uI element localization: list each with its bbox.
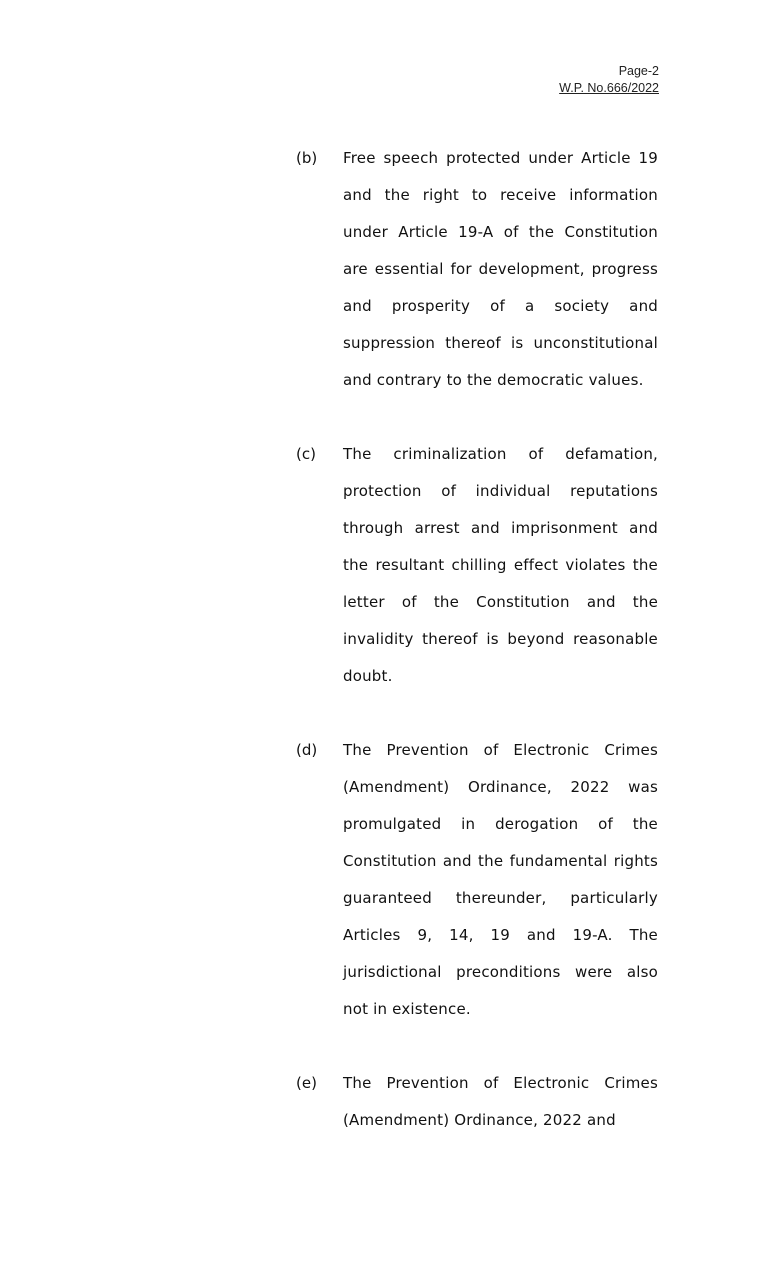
item-marker: (c) — [296, 445, 316, 463]
item-marker: (e) — [296, 1074, 317, 1092]
case-number: W.P. No.666/2022 — [559, 81, 659, 95]
list-item-d — [296, 732, 658, 1028]
paragraph-list — [296, 140, 658, 1176]
item-text: Free speech protected under Article 19 and the right to receive information under Article 19-A of the Constitution are essential for development, progress and prosperity of a society and suppression thereof is unconstitutional and contrary to the democratic values. — [343, 149, 658, 389]
item-text: The Prevention of Electronic Crimes (Amendment) Ordinance, 2022 was promulgated in derogation of the Constitution and the fundamental rights guaranteed thereunder, particularly Articles 9, 14, 19 and 19-A. The jurisdictional preconditions were also not in existence. — [343, 741, 658, 1018]
item-marker: (d) — [296, 741, 318, 759]
item-text: The Prevention of Electronic Crimes (Amendment) Ordinance, 2022 and — [343, 1074, 658, 1129]
list-item-c — [296, 436, 658, 695]
item-marker: (b) — [296, 149, 318, 167]
page-header — [559, 63, 659, 97]
page-number: Page-2 — [618, 64, 659, 78]
list-item-e — [296, 1065, 658, 1139]
item-text: The criminalization of defamation, protection of individual reputations through arrest and imprisonment and the resultant chilling effect violates the letter of the Constitution and the invalidity thereof is beyond reasonable doubt. — [343, 445, 658, 685]
list-item-b — [296, 140, 658, 399]
